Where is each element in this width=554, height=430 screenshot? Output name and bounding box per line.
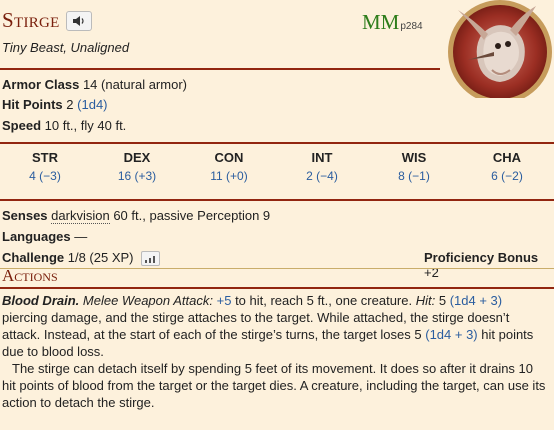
speed-line	[2, 118, 126, 133]
speed-value: 10 ft., fly 40 ft.	[44, 118, 127, 133]
ability-value[interactable]: 2 (−4)	[306, 169, 338, 183]
ability-con[interactable]	[184, 150, 274, 183]
attack-type: Melee Weapon Attack:	[82, 293, 213, 308]
to-hit-roll[interactable]: +5	[216, 293, 232, 308]
challenge-line	[2, 250, 160, 266]
armor-class-label: Armor Class	[2, 77, 80, 92]
ability-label: STR	[32, 150, 58, 165]
action-paragraph-2: The stirge can detach itself by spending 5 feet of its movement. It does so after it drains 10 hit points of blood from the target or the target dies. A creature, including the target, can use its action to detach the stirge.	[2, 361, 546, 410]
darkvision-link[interactable]: darkvision	[51, 208, 110, 223]
hit-points-line	[2, 97, 108, 112]
proficiency-value: +2	[424, 265, 439, 280]
action-text: piercing damage, and the stirge attaches to the target. While attached, the stirge doesn’t attack. Instead, at the start of each of the stirge’s turns, the target loses 5	[2, 310, 510, 342]
source-page: p284	[400, 21, 423, 32]
ability-scores	[0, 150, 554, 190]
portrait-image	[438, 0, 554, 98]
ability-label: CHA	[492, 150, 522, 165]
action-text-end: hit points due to blood loss.	[2, 327, 534, 359]
actions-heading: Actions	[2, 266, 58, 285]
ability-int[interactable]	[277, 150, 367, 183]
challenge-value: 1/8 (25 XP)	[67, 250, 134, 265]
hit-points-label: Hit Points	[2, 97, 63, 112]
pronunciation-button[interactable]	[66, 11, 92, 31]
ability-label: WIS	[401, 150, 427, 165]
speaker-icon	[72, 15, 86, 27]
ability-value[interactable]: 11 (+0)	[210, 169, 248, 183]
ability-str[interactable]	[0, 150, 90, 183]
ability-wis[interactable]	[369, 150, 459, 183]
senses-label: Senses	[2, 208, 48, 223]
divider	[0, 142, 554, 144]
difficulty-icon[interactable]	[141, 251, 160, 266]
hit-value: 5	[438, 293, 447, 308]
proficiency-label: Proficiency Bonus	[424, 250, 539, 265]
action-name: Blood Drain.	[2, 293, 80, 308]
source-reference[interactable]	[362, 10, 423, 35]
senses-line	[2, 208, 270, 223]
actions-divider	[0, 287, 554, 289]
ability-label: CON	[214, 150, 244, 165]
hit-label: Hit:	[415, 293, 436, 308]
divider	[0, 199, 554, 201]
source-book[interactable]: MM	[362, 10, 400, 34]
action-paragraph	[2, 292, 550, 360]
speed-label: Speed	[2, 118, 42, 133]
armor-class-line	[2, 77, 187, 92]
ability-label: DEX	[123, 150, 151, 165]
hit-points-roll[interactable]: (1d4)	[77, 97, 108, 112]
challenge-label: Challenge	[2, 250, 65, 265]
action-blood-drain	[2, 292, 550, 411]
languages-value: —	[74, 229, 88, 244]
reach-text: to hit, reach 5 ft., one creature.	[235, 293, 413, 308]
languages-line	[2, 229, 87, 244]
senses-value: 60 ft., passive Perception 9	[113, 208, 271, 223]
ability-value[interactable]: 4 (−3)	[29, 169, 61, 183]
languages-label: Languages	[2, 229, 71, 244]
divider	[0, 68, 440, 70]
proficiency-bonus	[424, 250, 554, 280]
blood-loss-roll[interactable]: (1d4 + 3)	[425, 327, 478, 342]
ability-dex[interactable]	[92, 150, 182, 183]
statblock-header	[0, 0, 554, 64]
monster-name: Stirge	[2, 8, 60, 32]
hit-points-value: 2	[66, 97, 74, 112]
monster-subtitle: Tiny Beast, Unaligned	[2, 40, 130, 55]
armor-class-value: 14 (natural armor)	[82, 77, 187, 92]
divider	[0, 268, 554, 269]
ability-value[interactable]: 6 (−2)	[491, 169, 523, 183]
ability-value[interactable]: 16 (+3)	[117, 169, 157, 183]
damage-roll[interactable]: (1d4 + 3)	[449, 293, 503, 308]
title-row	[2, 8, 92, 33]
ability-label: INT	[311, 150, 333, 165]
ability-cha[interactable]	[462, 150, 552, 183]
ability-value[interactable]: 8 (−1)	[398, 169, 430, 183]
monster-portrait[interactable]	[438, 0, 554, 98]
